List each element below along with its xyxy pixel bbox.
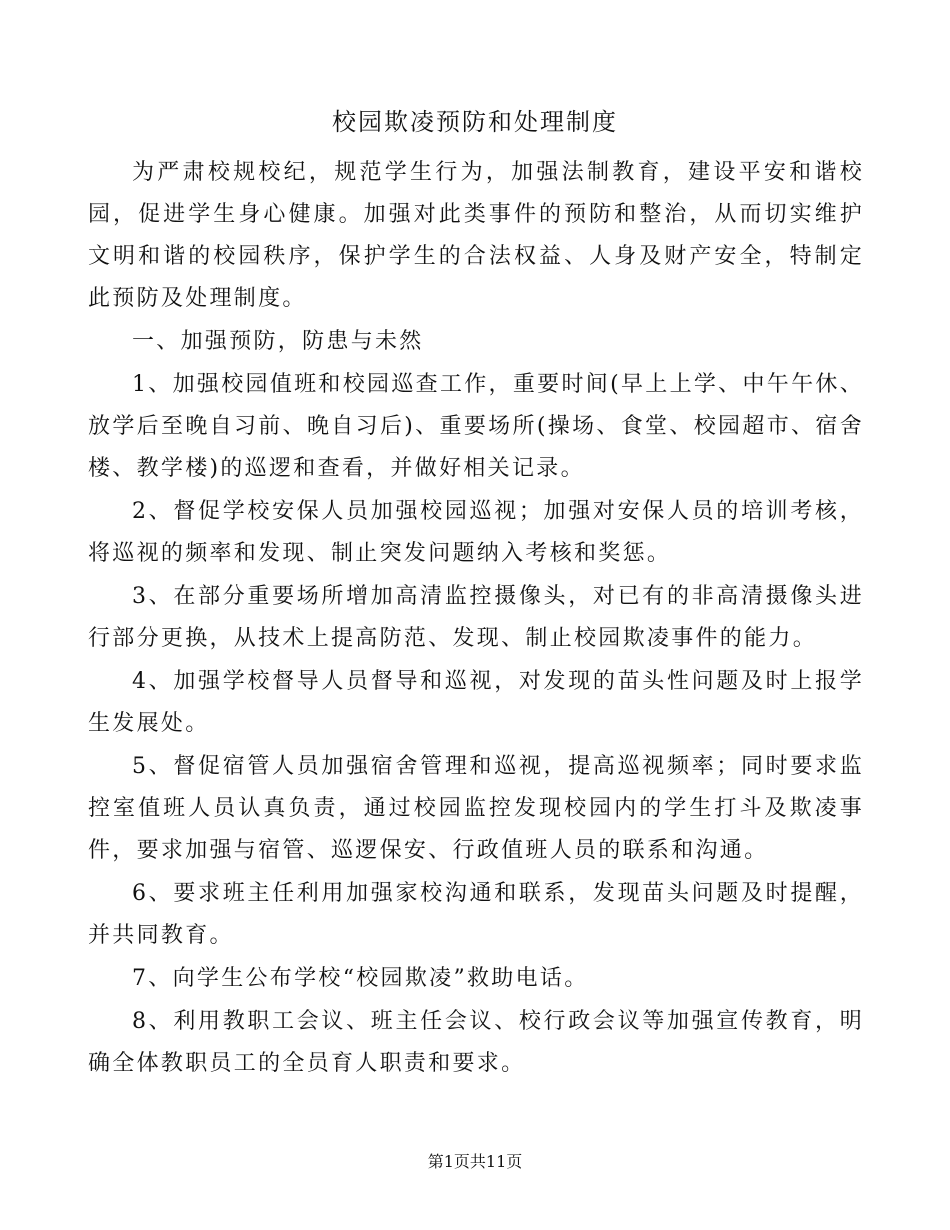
list-item: 2、督促学校安保人员加强校园巡视；加强对安保人员的培训考核，将巡视的频率和发现、制止突发问题纳入考核和奖惩。 [88,499,864,566]
list-item: 8、利用教职工会议、班主任会议、校行政会议等加强宣传教育，明确全体教职员工的全员育人职责和要求。 [88,1009,864,1076]
document-body [88,152,864,1085]
list-item: 5、督促宿管人员加强宿舍管理和巡视，提高巡视频率；同时要求监控室值班人员认真负责，通过校园监控发现校园内的学生打斗及欺凌事件，要求加强与宿管、巡逻保安、行政值班人员的联系和沟通。 [88,754,864,863]
list-item: 7、向学生公布学校“校园欺凌”救助电话。 [132,966,589,991]
intro-paragraph: 为严肃校规校纪，规范学生行为，加强法制教育，建设平安和谐校园，促进学生身心健康。加强对此类事件的预防和整治，从而切实维护文明和谐的校园秩序，保护学生的合法权益、人身及财产安全，特制定此预防及处理制度。 [88,160,864,311]
list-item: 4、加强学校督导人员督导和巡视，对发现的苗头性问题及时上报学生发展处。 [88,669,864,736]
list-item: 6、要求班主任利用加强家校沟通和联系，发现苗头问题及时提醒，并共同教育。 [88,881,864,948]
section-heading: 一、加强预防，防患与未然 [132,329,424,354]
list-item: 3、在部分重要场所增加高清监控摄像头，对已有的非高清摄像头进行部分更换，从技术上提高防范、发现、制止校园欺凌事件的能力。 [88,584,864,651]
page-number: 第1页共11页 [427,1152,523,1171]
document-title: 校园欺凌预防和处理制度 [332,108,618,136]
list-item: 1、加强校园值班和校园巡查工作，重要时间(早上上学、中午午休、放学后至晚自习前、晚自习后)、重要场所(操场、食堂、校园超市、宿舍楼、教学楼)的巡逻和查看，并做好相关记录。 [88,372,864,481]
